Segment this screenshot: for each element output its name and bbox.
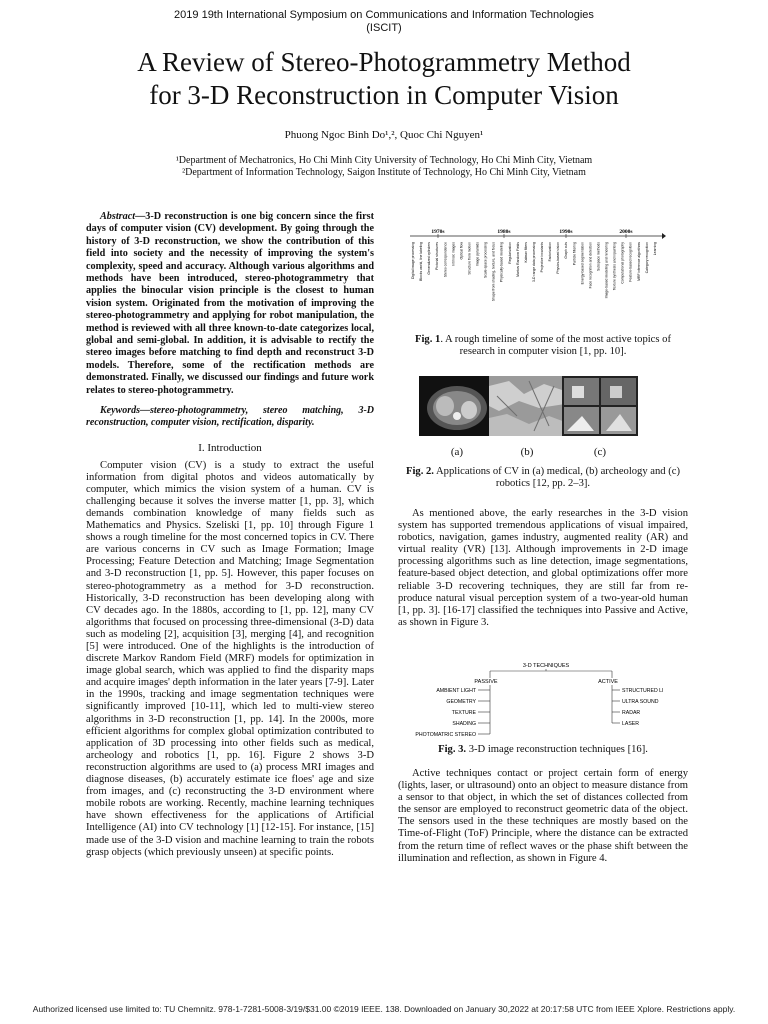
- timeline-topic-label: Scale-space processing: [483, 242, 488, 278]
- tree-active-label: ACTIVE: [598, 679, 618, 685]
- timeline-topic-label: 3-D range data processing: [531, 242, 536, 282]
- tree-root-label: 3-D TECHNIQUES: [522, 663, 570, 669]
- figure-2a-label: (a): [450, 446, 464, 458]
- timeline-topic-label: Image pyramids: [475, 242, 480, 267]
- figure-2-caption-label: Fig. 2.: [406, 466, 434, 477]
- timeline-topic-label: MRF inference algorithms: [636, 242, 641, 281]
- tree-passive-item: GEOMETRY: [446, 699, 476, 705]
- timeline-topic-label: Shape from shading, texture, and focus: [491, 242, 496, 302]
- left-column: [86, 211, 374, 859]
- timeline-topic-label: Factorization: [548, 242, 553, 262]
- timeline-topic-label: Kalman filters: [523, 242, 528, 263]
- timeline-topic-label: Physics-based vision: [556, 242, 561, 274]
- timeline-topic-label: Stereo correspondence: [443, 242, 448, 278]
- right-paragraph-1: As mentioned above, the early researches in the 3-D vision system has supported tremendous applications of visual impaired, robotics, navigation, games industry, augmented reality (AR) and virtual reality (VR) [13]. Although improvements in 2-D image processing algorithms such as line detection, image segmentations, feature-based object detection, and global optimizations offer more reliable 3-D recovering techniques, they are still far from re-produce natural visual perception system of a two-year-old human [1, pp. 3]. [16-17] classified the techniques into Passive and Active, as shown in Figure 3.: [398, 508, 688, 628]
- affiliation-2: ²Department of Information Technology, Saigon Institute of Technology, Ho Chi Minh City, Vietnam: [182, 167, 586, 178]
- timeline-topic-label: Generalized cylinders: [427, 242, 432, 275]
- right-paragraph-2: Active techniques contact or project certain form of energy (lights, laser, or ultrasound) onto an object to measure distance from a sensor to that object, in which the set of distances collected from the sensor are employed to reconstruct geometric data of the object. The sensors used in the these techniques are mostly based on the Time-of-Flight (ToF) Principle, where the distance can be extracted from the return time of reflect waves or the phase shift between the illumination and reflection, as shown in Figure 4.: [398, 768, 688, 864]
- timeline-topic-label: Blocks world, line labeling: [419, 242, 424, 281]
- figure-3-techniques-tree: [412, 660, 694, 740]
- timeline-topic-label: Projective invariants: [540, 242, 545, 273]
- timeline-decade-label: 1990s: [559, 229, 573, 235]
- timeline-arrow-icon: [662, 233, 666, 239]
- figure-1-caption: [398, 334, 688, 359]
- tree-active-item: LASER: [622, 721, 640, 727]
- timeline-decade-label: 2000s: [619, 229, 633, 235]
- keywords: Keywords—stereo-photogrammetry, stereo matching, 3-D reconstruction, computer vision, rectification, disparity.: [86, 405, 374, 429]
- timeline-topic-label: Physically-based modeling: [499, 242, 504, 283]
- timeline-topic-label: Computational photography: [620, 242, 625, 284]
- title-line-2: for 3-D Reconstruction in Computer Vision: [149, 80, 619, 110]
- figure-3-caption-label: Fig. 3.: [438, 744, 467, 755]
- timeline-topic-label: Digital image processing: [411, 242, 415, 279]
- timeline-topic-label: Pictorial structures: [435, 242, 440, 270]
- timeline-topic-label: Learning: [652, 242, 657, 256]
- paper-title: [0, 46, 768, 112]
- figure-2-caption: [398, 466, 688, 491]
- timeline-topic-label: Feature-based recognition: [628, 242, 633, 282]
- timeline-topic-label: Texture synthesis and inpainting: [612, 242, 617, 291]
- abstract-label: Abstract: [100, 211, 136, 222]
- timeline-topic-label: Graph cuts: [564, 242, 569, 259]
- figure-2c-label: (c): [593, 446, 607, 458]
- figure-2c-robotics-image: [562, 376, 638, 436]
- timeline-topic-label: Structure from motion: [467, 242, 472, 275]
- right-column-paragraph-2: [398, 768, 688, 865]
- affiliations: [0, 155, 768, 179]
- conference-line-1: 2019 19th International Symposium on Communications and Information Technologies: [174, 9, 594, 21]
- tree-passive-label: PASSIVE: [474, 679, 498, 685]
- timeline-topic-label: Energy-based segmentation: [580, 242, 585, 285]
- conference-line-2: (ISCIT): [366, 22, 402, 34]
- figure-1-caption-label: Fig. 1: [415, 334, 441, 345]
- intro-paragraph: Computer vision (CV) is a study to extract the useful information from digital photos and videos automatically by computer, which mimics the vision system of a human. CV is challenging because it solves the inverse matter [1, pp. 3], which demands combination knowledge of many fields such as Mathematics and Physics. Szeliski [1, pp. 10] through Figure 1 shows a rough timeline for the most concerned topics in CV. There are various concerns in CV such as Image Formation; Image Processing; Feature Detection and Matching; Image Segmentation and 3-D reconstruction [1, pp. 5]. However, this paper focuses on stereo-photogrammetry as a method for 3-D reconstruction. Historically, 3-D reconstruction has been developing along with CV decades ago. In the 1880s, according to [1, pp. 12], many CV algorithms that focused on processing three-dimensional (3-D) data such as modeling [2], acquisition [3], merging [4], and recognition [5] were introduced. One of the highlights is the introduction of discrete Markov Random Field (MRF) models for optimization in image global search, which was applied to find the disparity maps and acquire images' depth information in the later years [7-9]. Later in the 1990s, tracking and image segmentation techniques were significantly improved [10-11], which led to multi-view stereo algorithms in 3-D reconstruction [1, pp. 14]. In the 2000s, more efficient algorithms for complex global optimization contributed to application of 3D processing into other fields such as medical, archeology and robotics [1, pp. 16]. Figure 2 shows 3-D reconstruction algorithms are used to (a) process MRI images and diagnose diseases, (b) accurately estimate ice floes' age and size from images, and (c) reconstructing the 3-D environment where mobile robots are working. Recently, machine learning techniques have shown effectiveness for the applications of Artificial Intelligence (AI) into CV technology [1] [12-15]. For instance, [15] made use of the 3-D vision and machine learning to train the robots grasp objects (which previously unseen) at specific points.: [86, 459, 374, 858]
- figure-3-caption-text: 3-D image reconstruction techniques [16].: [466, 744, 648, 755]
- title-line-1: A Review of Stereo-Photogrammetry Method: [137, 47, 631, 77]
- figure-2b-label: (b): [520, 446, 534, 458]
- figure-2-caption-text: Applications of CV in (a) medical, (b) archeology and (c) robotics [12, pp. 2–3].: [433, 466, 680, 490]
- timeline-topic-label: Markov Random Fields: [515, 242, 520, 277]
- affiliation-1: ¹Department of Mechatronics, Ho Chi Minh City University of Technology, Ho Chi Minh City, Vietnam: [175, 155, 593, 166]
- abstract: [86, 211, 374, 397]
- timeline-topic-label: Image-based modeling and rendering: [604, 242, 609, 299]
- figure-2a-mri-image: [419, 376, 495, 436]
- authors: Phuong Ngoc Binh Do¹,², Quoc Chi Nguyen¹: [284, 129, 484, 141]
- conference-header: [0, 9, 768, 35]
- timeline-topic-label: Intrinsic images: [451, 242, 456, 266]
- tree-passive-item: AMBIENT LIGHT: [436, 688, 476, 694]
- figure-3-caption: [398, 744, 688, 756]
- figure-1-caption-text: . A rough timeline of some of the most active topics of research in computer vision [1, pp. 10].: [440, 334, 671, 358]
- footer-download-notice: Authorized licensed use limited to: TU Chemnitz. 978-1-7281-5008-3/19/$31.00 ©2019 IEEE. 138. Downloaded on January 30,2022 at 20:17:58 UTC from IEEE Xplore. Restrictions apply.: [32, 1004, 736, 1014]
- tree-active-item: STRUCTURED LI: [622, 688, 664, 694]
- abstract-text: —3-D reconstruction is one big concern since the first days of computer vision (CV) development. By going through the history of 3-D reconstruction, we show the contribution of this field into society and the necessity of improving the system's complexity, speed and accuracy. Although various algorithms and methods have been introduced, stereo-photogrammetry that applies the binocular vision principle is the closest to human vision system. Originated from the motivation of improving the stereo-photogrammetry and applying for robot manipulation, the method is reviewed with all three known-to-date categorizes local, global and semi-global. In addition, it is advisable to rectify the stereo images before matching to find depth and reconstruct 3-D models. Therefore, some of the rectification methods are demonstrated. Finally, we discussed our findings and future work relates to stereo-photogrammetry.: [86, 211, 374, 396]
- tree-passive-item: PHOTOMATRIC STEREO: [415, 732, 476, 738]
- tree-active-item: RADAR: [622, 710, 641, 716]
- tree-passive-item: SHADING: [452, 721, 476, 727]
- timeline-topic-label: Regularization: [507, 242, 512, 264]
- timeline-topic-label: Face recognition and detection: [588, 242, 593, 289]
- timeline-topic-label: Optical flow: [459, 242, 464, 260]
- timeline-decade-label: 1970s: [431, 229, 445, 235]
- timeline-topic-label: Particle filtering: [572, 242, 577, 266]
- timeline-topic-label: Subspace methods: [596, 242, 601, 272]
- right-column-paragraph-1: [398, 508, 688, 629]
- tree-passive-item: TEXTURE: [451, 710, 476, 716]
- figure-1-timeline: [408, 226, 666, 326]
- figure-2b-ice-floes-image: [489, 376, 565, 436]
- section-heading-introduction: I. Introduction: [198, 441, 262, 454]
- timeline-topic-label: Category recognition: [644, 242, 649, 274]
- timeline-decade-label: 1980s: [497, 229, 511, 235]
- tree-active-item: ULTRA SOUND: [622, 699, 659, 705]
